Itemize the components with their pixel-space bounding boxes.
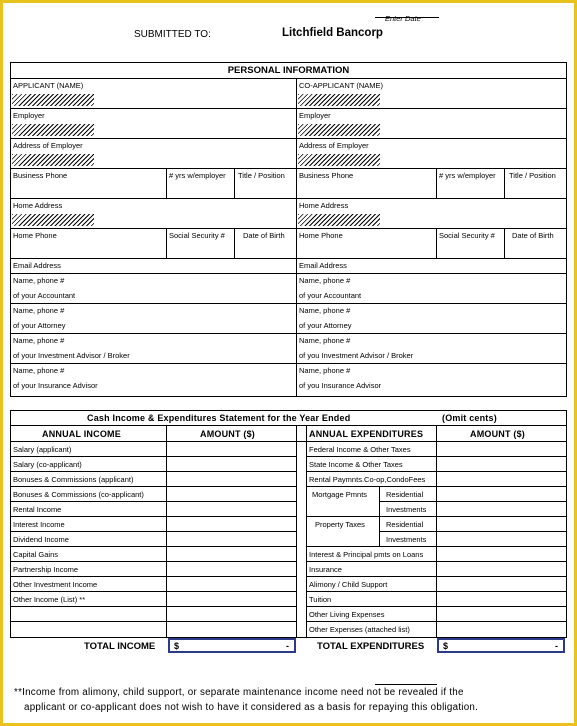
- co-applicant-name-field[interactable]: CO-APPLICANT (NAME): [299, 81, 384, 90]
- total-expenditures-value: -: [555, 641, 558, 651]
- divider: [10, 576, 296, 577]
- investment-advisor-field[interactable]: Name, phone #: [13, 336, 65, 345]
- divider: [10, 561, 296, 562]
- hatched-field: [298, 214, 380, 226]
- co-accountant-label: of your Accountant: [299, 291, 362, 300]
- co-email-field[interactable]: Email Address: [299, 261, 347, 270]
- divider: [10, 621, 296, 622]
- income-row-label: Capital Gains: [13, 550, 59, 559]
- income-row-label: Salary (co-applicant): [13, 460, 82, 469]
- business-phone-field[interactable]: Business Phone: [13, 171, 68, 180]
- divider: [10, 273, 567, 274]
- dollar-sign: $: [174, 641, 180, 651]
- co-insurance-advisor-label: of you Insurance Advisor: [299, 381, 382, 390]
- expense-row-label: Investments: [386, 505, 427, 514]
- divider: [306, 621, 567, 622]
- divider: [306, 576, 567, 577]
- income-amount-header: AMOUNT ($): [200, 429, 255, 439]
- expense-row-label: Residential: [386, 490, 424, 499]
- divider: [306, 456, 567, 457]
- divider: [10, 501, 296, 502]
- divider: [10, 303, 567, 304]
- divider: [379, 486, 380, 546]
- co-insurance-advisor-field[interactable]: Name, phone #: [299, 366, 351, 375]
- co-years-employer-field[interactable]: # yrs w/employer: [439, 171, 496, 180]
- hatched-field: [12, 94, 94, 106]
- divider: [234, 228, 235, 258]
- co-title-position-field[interactable]: Title / Position: [509, 171, 556, 180]
- hatched-field: [298, 124, 380, 136]
- divider: [306, 606, 567, 607]
- divider: [504, 168, 505, 198]
- applicant-name-field[interactable]: APPLICANT (NAME): [13, 81, 84, 90]
- hatched-field: [12, 154, 94, 166]
- co-investment-advisor-field[interactable]: Name, phone #: [299, 336, 351, 345]
- divider: [166, 168, 167, 198]
- co-business-phone-field[interactable]: Business Phone: [299, 171, 354, 180]
- expense-row-label: Federal Income & Other Taxes: [309, 445, 411, 454]
- co-home-address-field[interactable]: Home Address: [299, 201, 349, 210]
- divider: [10, 471, 296, 472]
- divider: [10, 138, 567, 139]
- income-row-label: Dividend Income: [13, 535, 69, 544]
- divider: [10, 228, 567, 229]
- center-divider: [296, 78, 297, 397]
- bank-name: Litchfield Bancorp: [282, 27, 383, 39]
- co-attorney-field[interactable]: Name, phone #: [299, 306, 351, 315]
- personal-info-title: PERSONAL INFORMATION: [227, 65, 350, 76]
- accountant-field-label: of your Accountant: [13, 291, 76, 300]
- dollar-sign: $: [443, 641, 449, 651]
- divider: [10, 591, 296, 592]
- divider: [436, 168, 437, 198]
- hatched-field: [298, 154, 380, 166]
- expense-row-label: Rental Paymnts.Co-op,CondoFees: [309, 475, 426, 484]
- footnote-line-1: **Income from alimony, child support, or separate maintenance income need not be revealed if the: [14, 687, 464, 698]
- divider: [10, 108, 567, 109]
- co-accountant-field[interactable]: Name, phone #: [299, 276, 351, 285]
- divider: [504, 228, 505, 258]
- expense-row-label: Insurance: [309, 565, 342, 574]
- income-row-label: Salary (applicant): [13, 445, 72, 454]
- income-row-label: Other Investment Income: [13, 580, 98, 589]
- expense-row-label: Other Expenses (attached list): [309, 625, 410, 634]
- divider: [436, 228, 437, 258]
- personal-info-box: [10, 62, 567, 397]
- divider: [10, 333, 567, 334]
- dob-field[interactable]: Date of Birth: [243, 231, 285, 240]
- omit-cents-label: (Omit cents): [442, 413, 497, 423]
- income-row-label: Interest Income: [13, 520, 65, 529]
- enter-date-label: Enter Date: [385, 14, 421, 23]
- divider: [166, 228, 167, 258]
- expense-row-label: Property Taxes: [315, 520, 365, 529]
- years-employer-field[interactable]: # yrs w/employer: [169, 171, 226, 180]
- home-phone-field[interactable]: Home Phone: [13, 231, 57, 240]
- divider: [10, 546, 296, 547]
- income-row-label: Rental Income: [13, 505, 62, 514]
- divider: [379, 531, 567, 532]
- expense-row-label: Alimony / Child Support: [309, 580, 388, 589]
- expense-row-label: Tuition: [309, 595, 332, 604]
- divider: [10, 78, 567, 79]
- attorney-field[interactable]: Name, phone #: [13, 306, 65, 315]
- title-position-field[interactable]: Title / Position: [238, 171, 285, 180]
- divider: [306, 471, 567, 472]
- co-employer-address-field[interactable]: Address of Employer: [299, 141, 369, 150]
- divider: [296, 425, 297, 638]
- total-income-value: -: [286, 641, 289, 651]
- hatched-field: [12, 124, 94, 136]
- divider: [306, 591, 567, 592]
- co-dob-field[interactable]: Date of Birth: [512, 231, 554, 240]
- investment-advisor-label: of your Investment Advisor / Broker: [13, 351, 130, 360]
- total-expenditures-label: TOTAL EXPENDITURES: [317, 641, 425, 652]
- divider: [306, 486, 567, 487]
- divider: [10, 198, 567, 199]
- expense-row-label: Investments: [386, 535, 427, 544]
- total-income-label: TOTAL INCOME: [84, 641, 156, 652]
- income-row-label: Other Income (List) **: [13, 595, 86, 604]
- expense-amount-header: AMOUNT ($): [470, 429, 525, 439]
- accountant-field[interactable]: Name, phone #: [13, 276, 65, 285]
- co-investment-advisor-label: of you Investment Advisor / Broker: [299, 351, 414, 360]
- expense-row-label: Residential: [386, 520, 424, 529]
- income-row-label: Bonuses & Commissions (applicant): [13, 475, 134, 484]
- divider: [234, 168, 235, 198]
- hatched-field: [12, 214, 94, 226]
- income-row-label: Bonuses & Commissions (co-applicant): [13, 490, 144, 499]
- cash-statement-box: [10, 410, 567, 638]
- insurance-advisor-field[interactable]: Name, phone #: [13, 366, 65, 375]
- submitted-to-label: SUBMITTED TO:: [134, 29, 211, 40]
- co-home-phone-field[interactable]: Home Phone: [299, 231, 343, 240]
- footnote-line-2: applicant or co-applicant does not wish to have it considered as a basis for repaying this obligation.: [24, 702, 479, 713]
- insurance-advisor-label: of your Insurance Advisor: [13, 381, 98, 390]
- hatched-field: [298, 94, 380, 106]
- footnote: [14, 685, 564, 715]
- divider: [306, 516, 567, 517]
- co-attorney-label: of your Attorney: [299, 321, 352, 330]
- expense-row-label: Interest & Principal pmts on Loans: [309, 550, 424, 559]
- income-row-label: Partnership Income: [13, 565, 79, 574]
- email-field[interactable]: Email Address: [13, 261, 61, 270]
- co-employer-field[interactable]: Employer: [299, 111, 331, 120]
- expense-row-label: Other Living Expenses: [309, 610, 385, 619]
- divider: [10, 531, 296, 532]
- divider: [10, 456, 296, 457]
- divider: [10, 258, 567, 259]
- home-address-field[interactable]: Home Address: [13, 201, 63, 210]
- total-expenditures-field[interactable]: [437, 638, 565, 653]
- divider: [306, 561, 567, 562]
- divider: [379, 501, 567, 502]
- divider: [10, 441, 567, 442]
- total-income-field[interactable]: [168, 638, 296, 653]
- divider: [306, 546, 567, 547]
- divider: [10, 425, 567, 426]
- cash-statement-title: Cash Income & Expenditures Statement for the Year Ended: [87, 413, 351, 423]
- employer-field[interactable]: Employer: [13, 111, 45, 120]
- expense-row-label: Mortgage Pmnts: [312, 490, 368, 499]
- employer-address-field[interactable]: Address of Employer: [13, 141, 83, 150]
- ssn-field[interactable]: Social Security #: [169, 231, 225, 240]
- divider: [10, 168, 567, 169]
- divider: [10, 486, 296, 487]
- expense-row-label: State Income & Other Taxes: [309, 460, 403, 469]
- divider: [10, 606, 296, 607]
- co-ssn-field[interactable]: Social Security #: [439, 231, 495, 240]
- attorney-field-label: of your Attorney: [13, 321, 66, 330]
- annual-income-header: ANNUAL INCOME: [42, 429, 121, 439]
- annual-expenditures-header: ANNUAL EXPENDITURES: [309, 429, 424, 439]
- divider: [10, 363, 567, 364]
- divider: [10, 516, 296, 517]
